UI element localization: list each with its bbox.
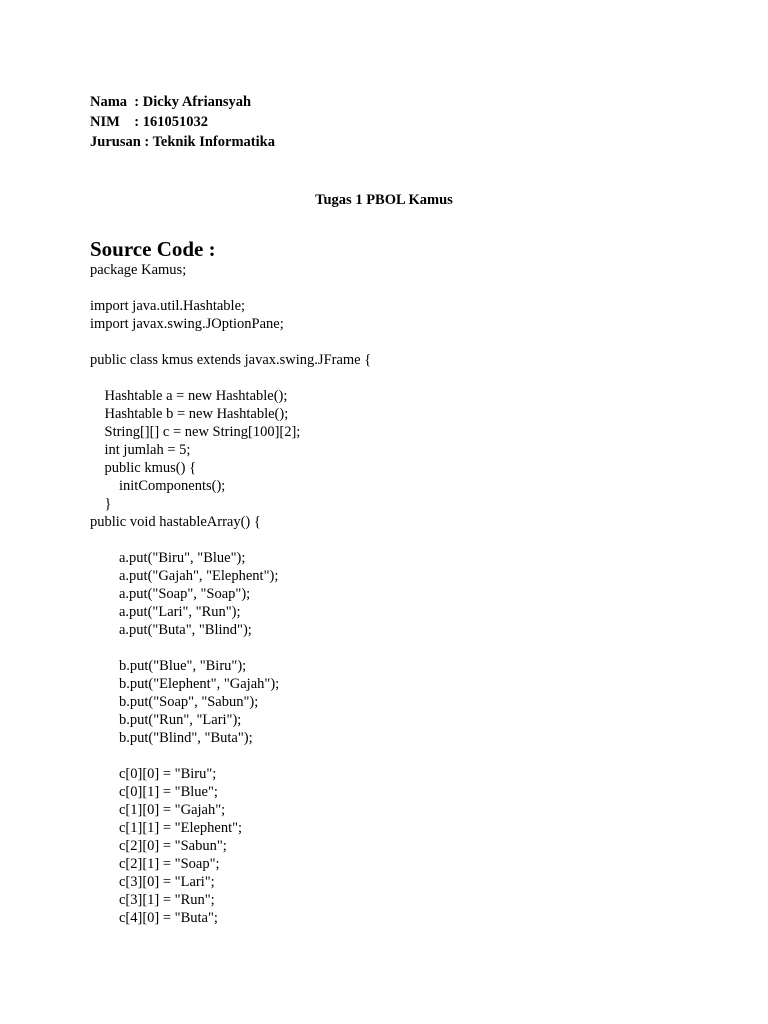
code-line [90,369,371,387]
source-code-block [90,261,371,927]
code-line: c[1][0] = "Gajah"; [90,802,226,818]
code-line: import javax.swing.JOptionPane; [90,316,284,332]
code-line: a.put("Lari", "Run"); [90,604,241,620]
code-line: a.put("Soap", "Soap"); [90,586,251,602]
code-line: c[3][1] = "Run"; [90,892,215,908]
nim-label: NIM : [90,114,143,130]
code-line: int jumlah = 5; [90,442,191,458]
nama-label: Nama : [90,94,143,110]
code-line [90,531,371,549]
document-title: Tugas 1 PBOL Kamus [315,192,453,208]
code-line: a.put("Biru", "Blue"); [90,550,246,566]
code-line: public void hastableArray() { [90,514,261,530]
code-line: initComponents(); [90,478,226,494]
nim-row [90,112,275,132]
nim-value: 161051032 [142,114,209,130]
code-line [90,747,371,765]
student-info [90,92,275,152]
code-line: c[2][1] = "Soap"; [90,856,220,872]
code-line [90,639,371,657]
code-line: c[3][0] = "Lari"; [90,874,215,890]
nama-row [90,92,275,112]
code-line: b.put("Elephent", "Gajah"); [90,676,280,692]
jurusan-label: Jurusan : [90,134,153,150]
code-line: b.put("Blind", "Buta"); [90,730,253,746]
code-line: } [90,496,112,512]
code-line: a.put("Gajah", "Elephent"); [90,568,279,584]
code-line: c[4][0] = "Buta"; [90,910,218,926]
code-line: b.put("Run", "Lari"); [90,712,242,728]
jurusan-value: Teknik Informatika [152,134,275,150]
nama-value: Dicky Afriansyah [142,94,252,110]
code-line: Hashtable b = new Hashtable(); [90,406,289,422]
code-line: Hashtable a = new Hashtable(); [90,388,288,404]
code-line: b.put("Blue", "Biru"); [90,658,247,674]
code-line: c[2][0] = "Sabun"; [90,838,227,854]
code-line: import java.util.Hashtable; [90,298,246,314]
code-line: public class kmus extends javax.swing.JFrame { [90,352,372,368]
code-line: a.put("Buta", "Blind"); [90,622,252,638]
code-line: c[0][1] = "Blue"; [90,784,218,800]
code-line: b.put("Soap", "Sabun"); [90,694,259,710]
code-line: public kmus() { [90,460,197,476]
section-heading: Source Code : [90,237,216,261]
code-line [90,279,371,297]
code-line: c[0][0] = "Biru"; [90,766,217,782]
code-line: package Kamus; [90,262,187,278]
code-line [90,333,371,351]
code-line: c[1][1] = "Elephent"; [90,820,243,836]
code-line: String[][] c = new String[100][2]; [90,424,301,440]
jurusan-row [90,132,275,152]
